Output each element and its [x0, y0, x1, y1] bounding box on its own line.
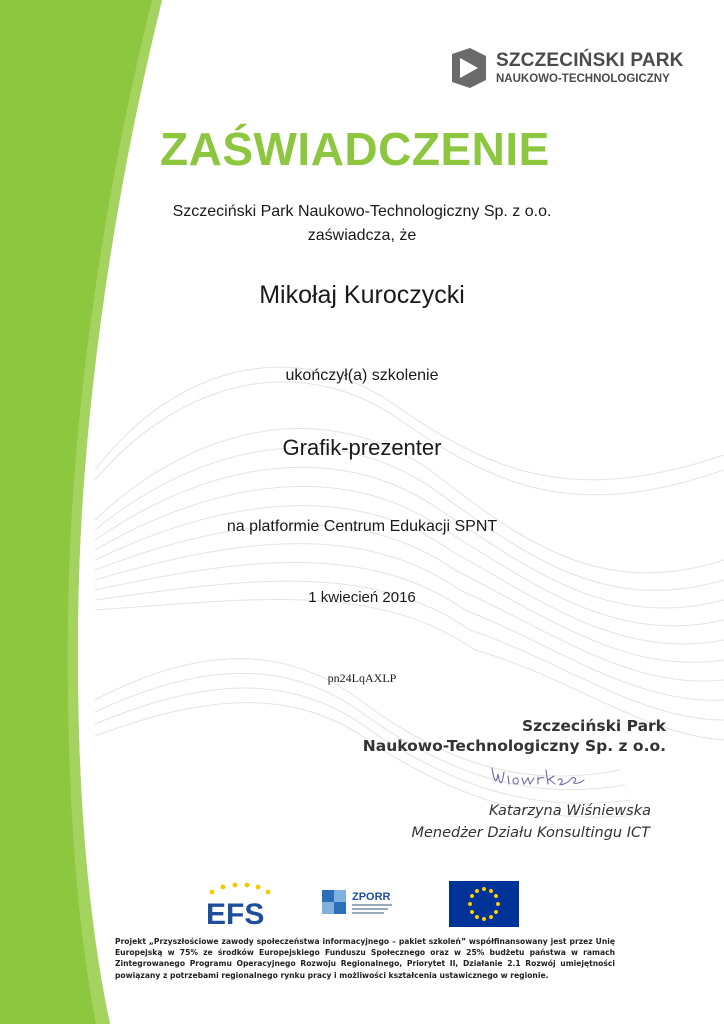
spnt-logo: [446, 46, 684, 94]
course-name: Grafik-prezenter: [282, 435, 442, 460]
zporr-logo-icon: [320, 884, 410, 924]
signature-org-line-2: Naukowo-Technologiczny Sp. z o.o.: [362, 737, 666, 755]
zporr-logo: [320, 884, 410, 924]
efs-logo: [200, 880, 278, 930]
logo-line-2: NAUKOWO-TECHNOLOGICZNY: [496, 73, 670, 85]
issuer-line-1: Szczeciński Park Naukowo-Technologiczny Sp. z o.o.: [172, 203, 552, 220]
signature-organization: [363, 716, 666, 756]
signatory-role: Menedżer Działu Konsultingu ICT: [411, 825, 650, 841]
signatory-name: Katarzyna Wiśniewska: [488, 803, 651, 819]
eu-flag: [449, 881, 519, 927]
issuer-line-2: zaświadcza, że: [307, 227, 417, 244]
logo-line-1: SZCZECIŃSKI PARK: [496, 50, 684, 71]
recipient-name: Mikołaj Kuroczycki: [259, 281, 465, 309]
verification-code: pn24LqAXLP: [327, 671, 397, 685]
platform-text: na platformie Centrum Edukacji SPNT: [226, 518, 498, 535]
funding-footer-text: Projekt „Przyszłościowe zawody społeczeństwa informacyjnego – pakiet szkoleń” współfinansowany jest przez Unię Europejską w 75% ze środków Europejskiego Funduszu Społecznego oraz w 25% budżetu państwa w ramach Zintegrowanego Programu Operacyjnego Rozwoju Regionalnego, Priorytet II, Działanie 2.1 Rozwój umiejętności powiązany z potrzebami regionalnego rynku pracy i możliwości kształcenia ustawicznego w regionie.: [115, 937, 615, 980]
completed-text: ukończył(a) szkolenie: [285, 367, 439, 384]
spnt-logo-icon: [446, 46, 490, 90]
signature-org-line-1: Szczeciński Park: [521, 717, 666, 735]
efs-logo-text: EFS: [206, 898, 265, 930]
certificate-title: ZAŚWIADCZENIE: [160, 123, 550, 175]
handwritten-signature: [488, 758, 588, 794]
zporr-logo-text: ZPORR: [352, 891, 391, 903]
issue-date: 1 kwiecień 2016: [308, 589, 416, 606]
